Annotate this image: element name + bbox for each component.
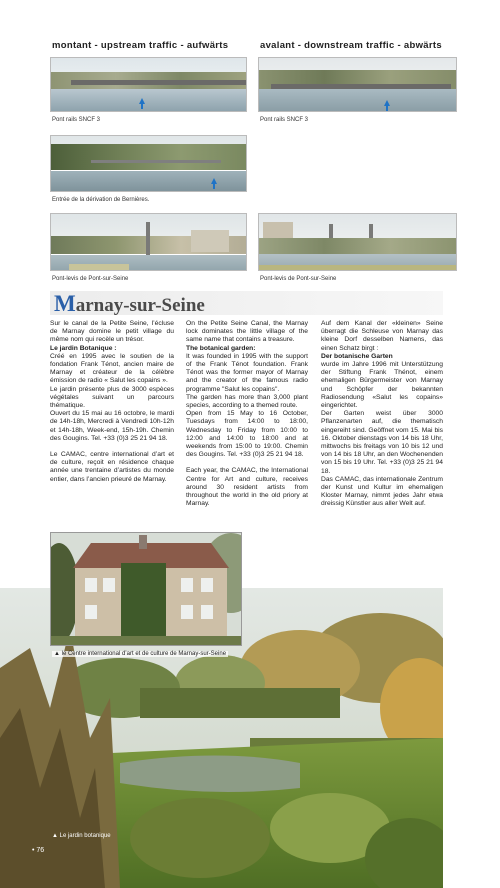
photo-rail-bridge-upstream xyxy=(50,57,247,112)
de-camac: Das CAMAC, das internationale Zentrum der Kunst und Kultur im ehemaligen Kloster Marnay, nimmt jedes Jahr etwa dreissig Künstler aus aller Welt auf. xyxy=(321,475,443,508)
de-garten-heading: Der botanische Garten xyxy=(321,352,393,360)
en-gap xyxy=(186,459,308,467)
en-garden-p2: The garden has more than 3,000 plant species, according to a themed route. xyxy=(186,393,308,410)
caption-chateau: ▲ le Centre international d’art et de culture de Marnay-sur-Seine xyxy=(54,651,227,657)
en-garden-heading: The botanical garden: xyxy=(186,344,256,352)
chateau-illustration xyxy=(51,533,242,646)
fr-gap xyxy=(50,443,174,451)
en-garden-p1: It was founded in 1995 with the support of the Frank Ténot foundation. Frank Ténot was the former mayor of Marnay and the creator of the famous radio programme "Salut les copains". xyxy=(186,352,308,393)
en-camac: Each year, the CAMAC, the International Centre for Art and culture, receives around 30 resident artists from throughout the world in the old priory at Marnay. xyxy=(186,467,308,508)
column-german xyxy=(321,320,443,509)
column-french xyxy=(50,320,174,484)
title-initial: M xyxy=(54,291,76,316)
photo-drawbridge-downstream xyxy=(258,213,457,271)
caption-photo-4: Pont-levis de Pont-sur-Seine xyxy=(52,276,129,282)
page-title xyxy=(54,291,205,317)
fr-jardin-p1: Créé en 1995 avec le soutien de la fondation Frank Ténot, ancien maire de Marnay et créateur de la célèbre émission de radio « Salut les copains ». xyxy=(50,352,174,385)
de-garten-p2: Der Garten weist über 3000 Pflanzenarten auf, die thematisch eingereiht sind. Geöffnet vom 15. Mai bis 16. Oktober dienstags von 14 bis 18 Uhr, mittwochs bis freitags von 10 bis 12 und von 14 bis 18 Uhr, an den Wochenenden von 15 bis 19 Uhr. Tel. +33 (0)3 25 21 94 18. xyxy=(321,410,443,475)
caption-photo-5: Pont-levis de Pont-sur-Seine xyxy=(260,276,337,282)
en-intro: On the Petite Seine Canal, the Marnay lock dominates the little village of the same name that contains a treasure. xyxy=(186,320,308,344)
fr-jardin-p2: Le jardin présente plus de 3000 espèces végétales suivant un parcours thématique. xyxy=(50,385,174,410)
photo-camac-chateau xyxy=(50,532,242,646)
column-english xyxy=(186,320,308,508)
photo-drawbridge-upstream xyxy=(50,213,247,271)
caption-photo-2: Pont rails SNCF 3 xyxy=(260,117,309,123)
upstream-header: montant - upstream traffic - aufwärts xyxy=(52,40,229,51)
page-number: • 76 xyxy=(32,847,45,854)
de-intro: Auf dem Kanal der «kleinen» Seine überragt die Schleuse von Marnay das kleine Dorf desselben Namens, das einen Schatz birgt : xyxy=(321,320,443,352)
photo-rail-bridge-downstream xyxy=(258,57,457,112)
caption-garden: ▲ Le jardin botanique xyxy=(52,833,111,839)
fr-jardin-heading: Le jardin Botanique : xyxy=(50,344,117,352)
fr-intro: Sur le canal de la Petite Seine, l’écluse de Marnay domine le petit village du même nom qui recèle un trésor. xyxy=(50,320,174,344)
title-rest: arnay-sur-Seine xyxy=(75,295,205,316)
caption-photo-1: Pont rails SNCF 3 xyxy=(52,117,101,123)
de-garten-p1: wurde im Jahre 1996 mit Unterstützung der Stiftung Frank Thénot, einem ehemaligen Bürgermeister von Marnay und Schöpfer der bekannten Radiosendung «Salut les copains» eingerichtet. xyxy=(321,361,443,410)
photo-bernieres-entrance xyxy=(50,135,247,192)
caption-photo-3: Entrée de la dérivation de Bernières. xyxy=(52,197,150,203)
fr-camac: Le CAMAC, centre international d’art et de culture, reçoit en résidence chaque année une trentaine d’artistes du monde entier, dans l’ancien prieuré de Marnay. xyxy=(50,451,174,483)
fr-jardin-p3: Ouvert du 15 mai au 16 octobre, le mardi de 14h-18h, Mercredi à Vendredi 10h-12h et 14h-18h, Week-end, 15h-19h. Chemin des Gougins. Tel. +33 (0)3 25 21 94 18. xyxy=(50,410,174,442)
downstream-header: avalant - downstream traffic - abwärts xyxy=(260,40,442,51)
en-garden-p3: Open from 15 May to 16 October, Tuesdays from 14:00 to 18:00, Wednesday to Friday from 10:00 to 12:00 and 14:00 to 18:00 and at weekends from 15:00 to 19:00. Chemin des Gougins. Tel. +33 (0)3 25 21 94 18. xyxy=(186,410,308,459)
